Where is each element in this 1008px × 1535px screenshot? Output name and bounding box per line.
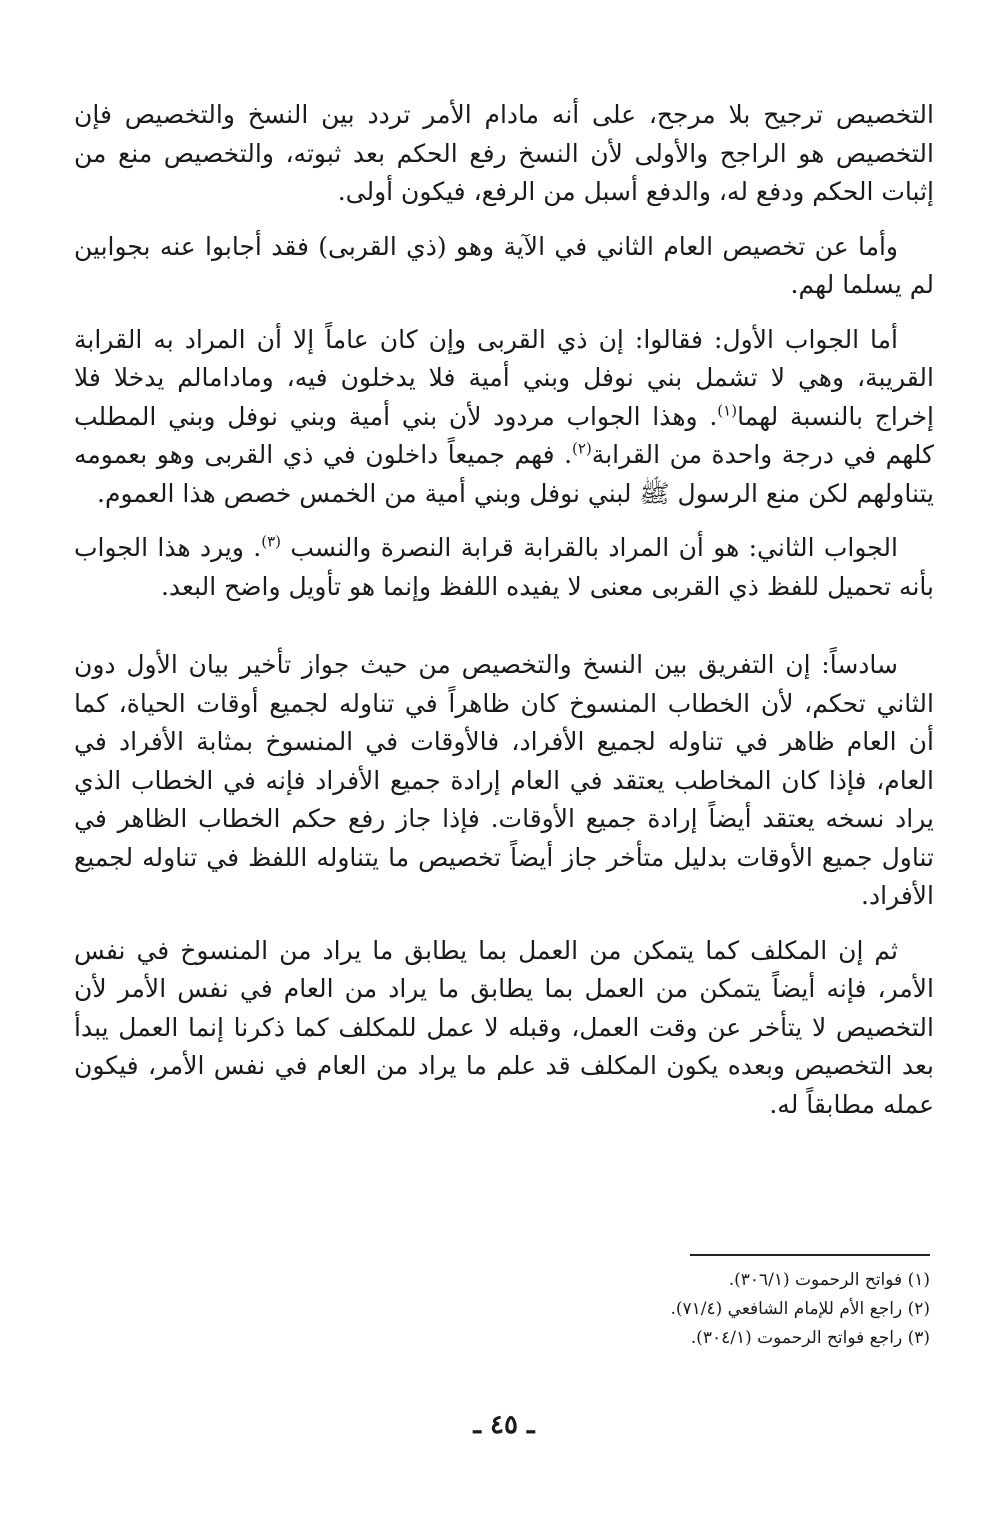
paragraph-second-answer xyxy=(74,529,934,606)
page-number: ـ ٤٥ ـ xyxy=(473,1410,535,1440)
paragraph-text: . ويرد هذا الجواب بأنه تحميل للفظ ذي القربى معنى لا يفيده اللفظ وإنما هو تأويل واضح البعد. xyxy=(74,533,934,601)
paragraph-text: . وهذا الجواب مردود لأن بني أمية وبني نوفل وبني المطلب كلهم في درجة واحدة من القرابة xyxy=(74,401,934,469)
paragraph-first-answer xyxy=(74,321,934,514)
footnote-1: (١) فواتح الرحموت (٣٠٦/١). xyxy=(728,1270,930,1290)
footnote-ref-2: (٢) xyxy=(572,439,592,458)
paragraph-second-general: وأما عن تخصيص العام الثاني في الآية وهو (ذي القربى) فقد أجابوا عنه بجوابين لم يسلما لهم. xyxy=(74,231,934,299)
paragraph-final: ثم إن المكلف كما يتمكن من العمل بما يطابق ما يراد من المنسوخ في نفس الأمر، فإنه أيضاً يتمكن من العمل بما يطابق ما يراد من العام في نفس الأمر لأن التخصيص لا يتأخر عن وقت العمل، وقبله لا عمل للمكلف كما ذكرنا إنما العمل يبدأ بعد التخصيص وبعده يكون المكلف قد علم ما يراد من العام في نفس الأمر، فيكون عمله مطابقاً له. xyxy=(74,935,934,1119)
footnotes xyxy=(560,1266,930,1353)
paragraph-sixth: سادساً: إن التفريق بين النسخ والتخصيص من حيث جواز تأخير بيان الأول دون الثاني تحكم، لأن الخطاب المنسوخ كان ظاهراً في تناوله لجميع أوقات الحياة، كما أن العام ظاهر في تناوله لجميع الأفراد، فالأوقات في المنسوخ بمثابة الأفراد في العام، فإذا كان المخاطب يعتقد في العام إرادة جميع الأفراد فإنه في الخطاب الذي يراد نسخه يعتقد أيضاً إرادة جميع الأوقات. فإذا جاز رفع حكم الخطاب الظاهر في تناول جميع الأوقات بدليل متأخر جاز أيضاً تخصيص ما يتناوله اللفظ في تناوله لجميع الأفراد. xyxy=(74,650,934,910)
footnote-3: (٣) راجع فواتح الرحموت (٣٠٤/١). xyxy=(690,1328,930,1348)
paragraph-text: الجواب الثاني: هو أن المراد بالقرابة قرابة النصرة والنسب xyxy=(281,533,898,562)
footnote-2: (٢) راجع الأم للإمام الشافعي (٧١/٤). xyxy=(670,1299,930,1319)
footnote-separator xyxy=(690,1254,930,1256)
paragraph-text: . فهم جميعاً داخلون في ذي القربى وهو بعمومه يتناولهم لكن منع الرسول ﷺ لبني نوفل وبني أمية من الخمس خصص هذا العموم. xyxy=(74,440,934,508)
footnote-ref-1: (١) xyxy=(717,401,738,420)
paragraph-text: أما الجواب الأول: فقالوا: إن ذي القربى وإن كان عاماً إلا أن المراد به القرابة القريبة، وهي لا تشمل بني نوفل وبني أمية فلا يدخلون فيه، ومادامالم يدخلا فلا إخراج بالنسبة لهما xyxy=(74,324,934,431)
main-text xyxy=(74,96,934,1140)
footnote-ref-3: (٣) xyxy=(261,532,282,551)
paragraph-continuation: التخصيص ترجيح بلا مرجح، على أنه مادام الأمر تردد بين النسخ والتخصيص فإن التخصيص هو الراجح والأولى لأن النسخ رفع الحكم بعد ثبوته، والتخصيص منع من إثبات الحكم ودفع له، والدفع أسبل من الرفع، فيكون أولى. xyxy=(74,100,934,206)
